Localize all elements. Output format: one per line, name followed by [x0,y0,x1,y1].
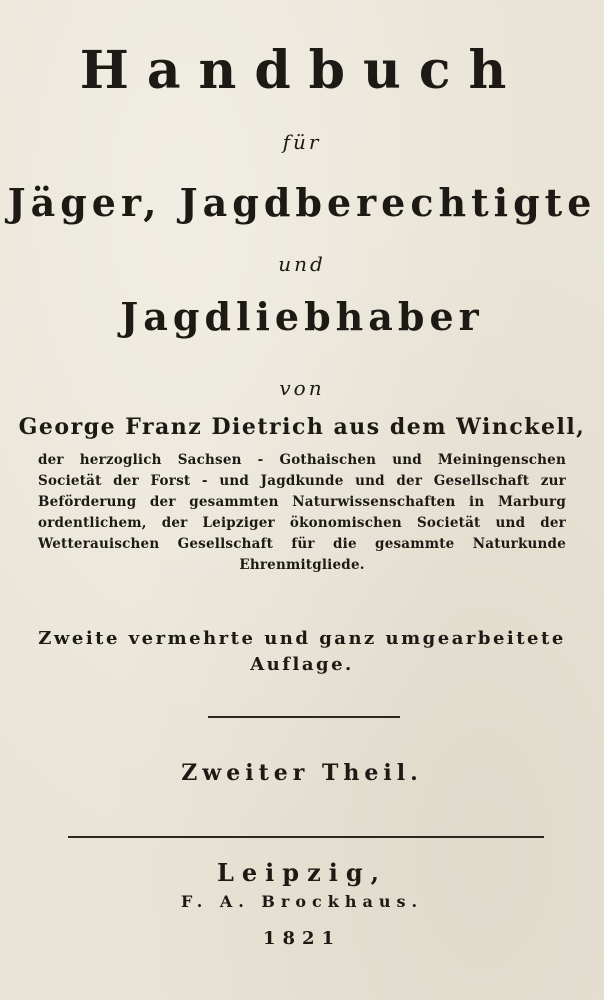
divider-long [68,836,544,838]
book-title: Handbuch [79,40,525,101]
volume-label: Zweiter Theil. [181,760,423,786]
connector-von: von [279,376,325,400]
publication-year: 1821 [262,928,342,949]
subtitle-line-1: Jäger, Jagdberechtigte [7,180,597,225]
publisher-name: F. A. Brockhaus. [180,892,424,911]
subtitle-line-2: Jagdliebhaber [120,294,484,339]
author-name: George Franz Dietrich aus dem Winckell, [18,414,586,440]
author-affiliation: der herzoglich Sachsen - Gothaischen und Meiningenschen Societät der Forst - und Jagdkunde und der Gesellschaft zur Beförderung der gesammten Naturwissenschaften in Marburg ordentlichem, der Leipziger ökonomischen Societät und der Wetterauischen Gesellschaft für die gesammte Naturkunde Ehrenmitgliede. [38,452,566,573]
divider-short [208,716,400,718]
publication-place: Leipzig, [217,858,387,887]
edition-line-2: Auflage. [250,654,354,675]
connector-und: und [278,252,326,276]
connector-fuer: für [282,130,322,154]
edition-line-1: Zweite vermehrte und ganz umgearbeitete [38,628,566,649]
